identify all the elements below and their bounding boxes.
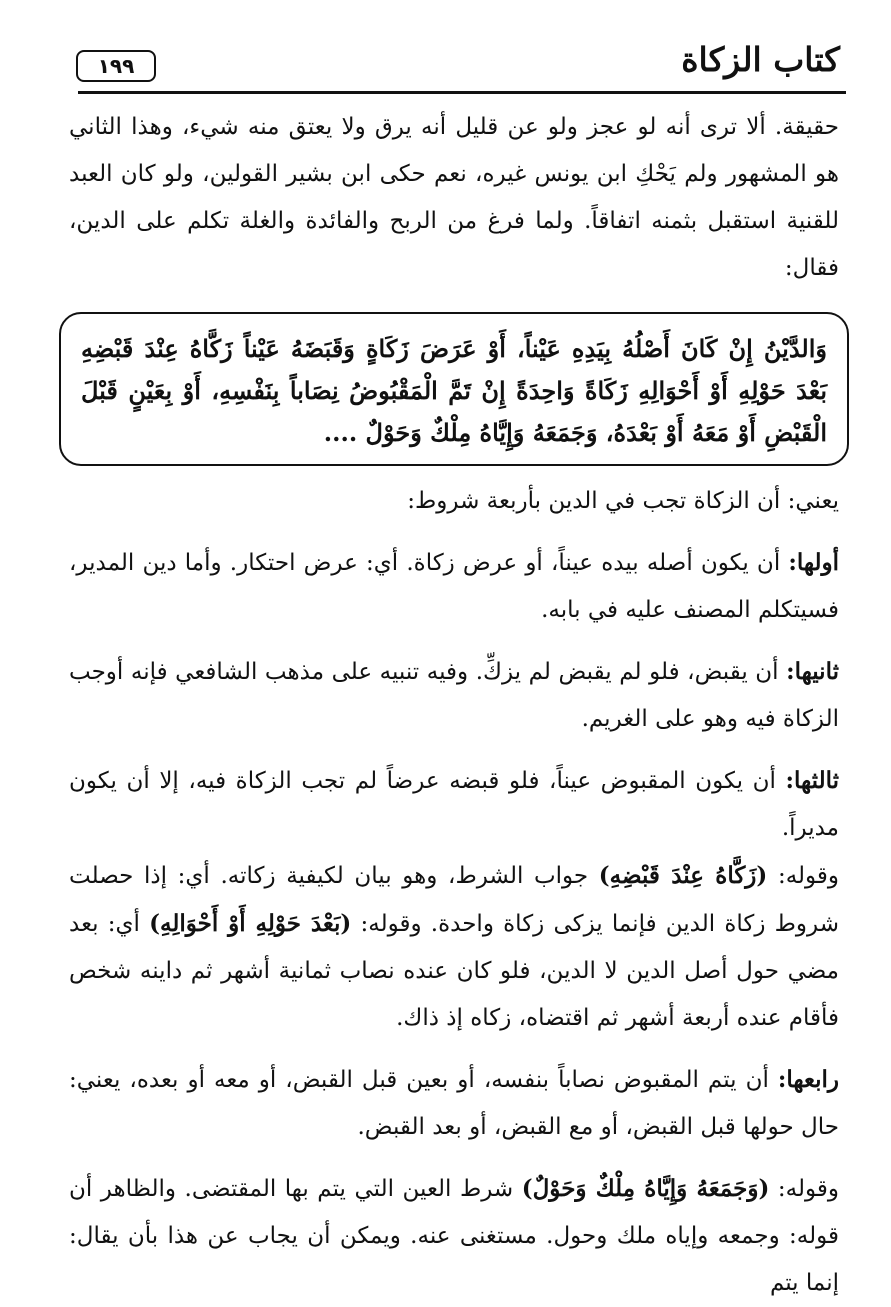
paragraph-body: أن يقبض، فلو لم يقبض لم يزكِّ. وفيه تنبيه على مذهب الشافعي فإنه أوجب الزكاة فيه وهو على الغريم. (69, 659, 839, 732)
matn-quote: (زَكَّاهُ عِنْدَ قَبْضِهِ) (598, 862, 768, 889)
paragraph-commentary-1 (69, 852, 839, 1042)
paragraph-lead: ثالثها: (785, 767, 839, 794)
paragraph-conditions-intro: يعني: أن الزكاة تجب في الدين بأربعة شروط: (407, 488, 839, 514)
body-text (69, 104, 839, 1307)
matn-box (59, 312, 849, 466)
header-divider (78, 91, 846, 94)
paragraph-second-condition (69, 648, 839, 743)
page-number-badge: ١٩٩ (76, 50, 156, 82)
paragraph-lead: رابعها: (777, 1066, 839, 1093)
paragraph-body: جواب الشرط، وهو بيان لكيفية زكاته. أي: إذا حصلت شروط زكاة الدين فإنما يزكى زكاة واحدة. وقوله: (69, 863, 840, 937)
paragraph-body: شرط العين التي يتم بها المقتضى. والظاهر أن قوله: وجمعه وإياه ملك وحول. مستغنى عنه. ويمكن أن يجاب عن هذا بأن يقال: إنما يتم (69, 1176, 839, 1296)
paragraph-first-condition (69, 539, 839, 634)
paragraph-body: وقوله: (769, 1176, 839, 1202)
paragraph-body: أن يتم المقبوض نصاباً بنفسه، أو بعين قبل القبض، أو معه أو بعده، يعني: حال حولها قبل القبض، أو مع القبض، أو بعد القبض. (69, 1067, 839, 1140)
page-header (70, 30, 840, 92)
paragraph-body: أي: بعد مضي حول أصل الدين لا الدين، فلو كان عنده نصاب ثمانية أشهر ثم داينه شخص فأقام عنده أربعة أشهر ثم اقتضاه، زكاه إذ ذاك. (69, 911, 839, 1031)
paragraph-lead: ثانيها: (786, 658, 839, 685)
paragraph-commentary-2 (69, 1165, 839, 1307)
paragraph-body: أن يكون المقبوض عيناً، فلو قبضه عرضاً لم تجب الزكاة فيه، إلا أن يكون مديراً. (69, 768, 839, 841)
matn-text: وَالدَّيْنُ إِنْ كَانَ أَصْلُهُ بِيَدِهِ عَيْناً، أَوْ عَرَضَ زَكَاةٍ وَقَبَضَهُ عَيْناً زَكَّاهُ عِنْدَ قَبْضِهِ بَعْدَ حَوْلِهِ أَوْ أَحْوَالِهِ زَكَاةً وَاحِدَةً إِنْ تَمَّ الْمَقْبُوضُ نِصَاباً بِنَفْسِهِ، أَوْ بِعَيْنٍ قَبْلَ الْقَبْضِ أَوْ مَعَهُ أَوْ بَعْدَهُ، وَجَمَعَهُ وَإِيَّاهُ مِلْكٌ وَحَوْلٌ .... (81, 334, 827, 447)
book-title: كتاب الزكاة (681, 40, 840, 79)
intro-paragraph: حقيقة. ألا ترى أنه لو عجز ولو عن قليل أنه يرق ولا يعتق منه شيء، وهذا الثاني هو المشهور ولم يَحْكِ ابن يونس غيره، نعم حكى ابن بشير القولين، ولو كان العبد للقنية استقبل بثمنه اتفاقاً. ولما فرغ من الربح والفائدة والغلة تكلم على الدين، فقال: (69, 114, 839, 281)
paragraph-body: وقوله: (767, 863, 840, 889)
paragraph-lead: أولها: (788, 549, 839, 576)
matn-quote: (بَعْدَ حَوْلِهِ أَوْ أَحْوَالِهِ) (149, 910, 352, 937)
matn-quote: (وَجَمَعَهُ وَإِيَّاهُ مِلْكٌ وَحَوْلٌ) (521, 1175, 770, 1202)
paragraph-fourth-condition (69, 1056, 839, 1151)
paragraph-body: أن يكون أصله بيده عيناً، أو عرض زكاة. أي: عرض احتكار. وأما دين المدير، فسيتكلم المصنف عليه في بابه. (69, 550, 839, 623)
paragraph-third-condition (69, 757, 839, 852)
